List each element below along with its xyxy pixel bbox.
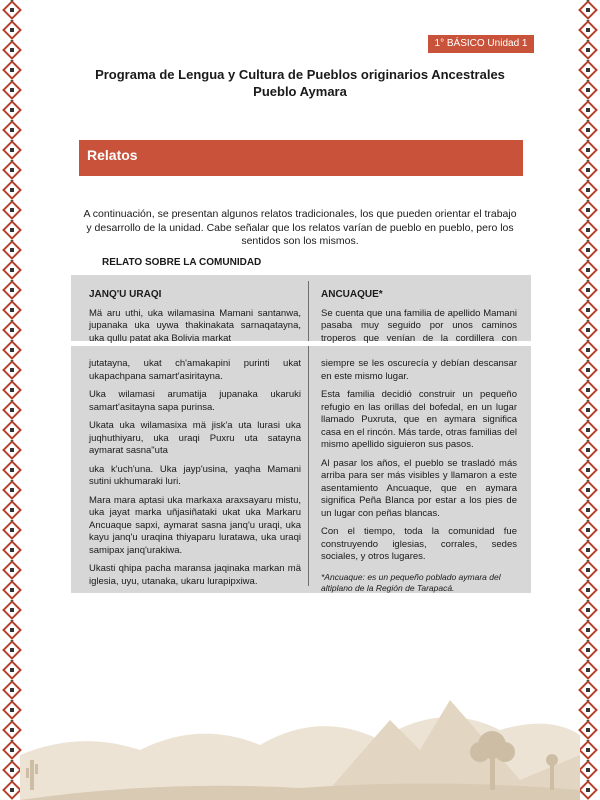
- left-paragraph: uka k'uch'una. Uka jayp'usina, yaqha Mamani sutini ukhumaraki luri.: [89, 463, 301, 487]
- title-line-1: Programa de Lengua y Cultura de Pueblos originarios Ancestrales: [95, 67, 505, 82]
- left-column-bottom: [89, 358, 301, 594]
- page-title: [40, 66, 560, 100]
- decorative-border-left: [2, 0, 22, 800]
- story-panel-bottom: [71, 346, 531, 593]
- right-story-intro: Se cuenta que una familia de apellido Mamani pasaba muy seguido por unos caminos troperos que venían de la cordillera con: [321, 307, 517, 344]
- left-paragraph: jutatayna, ukat ch'amakapini purinti ukat ukapachpana samart'asiritayna.: [89, 358, 301, 382]
- left-paragraph: Ukata uka wilamasixa mä jisk'a uta lurasi uka juqhuthiyaru, uka uraqi Puxru uta satayna aymarat sasna"uta: [89, 420, 301, 456]
- landscape-illustration: [20, 660, 580, 800]
- right-paragraph: Con el tiempo, toda la comunidad fue construyendo iglesias, corrales, sedes sociales, y otros lugares.: [321, 526, 517, 562]
- right-paragraph: Esta familia decidió construir un pequeño refugio en las orillas del bofedal, en un lugar llamado Puxruta, que en aymara significa casa en el rincón. Más tarde, otras familias del mismo apellido siguieron sus pasos.: [321, 389, 517, 450]
- left-paragraph: Uka wilamasi arumatija jupanaka ukaruki samart'asitayna sapa purinsa.: [89, 389, 301, 413]
- border-pattern-left: [2, 0, 22, 800]
- section-header: [79, 140, 523, 176]
- decorative-border-right: [578, 0, 598, 800]
- right-column-bottom: [321, 358, 517, 600]
- right-paragraph: siempre se les oscurecía y debían descansar en este mismo lugar.: [321, 358, 517, 382]
- column-divider-bottom: [308, 346, 309, 586]
- left-story-title: JANQ'U URAQI: [89, 289, 162, 300]
- section-label: Relatos: [87, 147, 138, 163]
- footnote: *Ancuaque: es un pequeño poblado aymara del altiplano de la Región de Tarapacá.: [321, 571, 501, 593]
- title-line-2: Pueblo Aymara: [253, 84, 347, 99]
- story-panel-top: [71, 275, 531, 344]
- right-story-title: ANCUAQUE*: [321, 289, 383, 300]
- border-pattern-right: [578, 0, 598, 800]
- intro-paragraph: A continuación, se presentan algunos relatos tradicionales, los que pueden orientar el trabajo y desarrollo de la unidad. Cabe señalar que los relatos varían de pueblo en pueblo, pero los sentidos son los mismos.: [83, 208, 517, 247]
- grade-badge: 1° BÁSICO Unidad 1: [428, 35, 534, 53]
- left-column-top: [89, 289, 301, 351]
- left-paragraph: Mara mara aptasi uka markaxa araxsayaru mistu, uka jayat marka uñjasiñataki ukat uka Markaru Ancuaque sapxi, aymarat sasna janq'u uraqi, uka kayu janq'u uraqina thiyaparu luratawa, uka uraqi samipax janq'urakiwa.: [89, 494, 301, 556]
- left-paragraph: Ukasti qhipa pacha maransa jaqinaka markan mä iglesia, uyu, utanaka, ukaru lurapipxiwa.: [89, 563, 301, 587]
- left-story-intro: Mä aru uthi, uka wilamasina Mamani santanwa, jupanaka uka uywa thakinakata sarnaqatayna, uka qullu patat aka Bolivia markat: [89, 307, 301, 344]
- column-divider-top: [308, 281, 309, 341]
- right-paragraph: Al pasar los años, el pueblo se trasladó más arriba para ser más visibles y llamaron a este asentamiento Ancuaque, que en aymara significa Peña Blanca por estar a los pies de un lugar con peñas blancas.: [321, 457, 517, 519]
- relato-heading: RELATO SOBRE LA COMUNIDAD: [102, 257, 262, 268]
